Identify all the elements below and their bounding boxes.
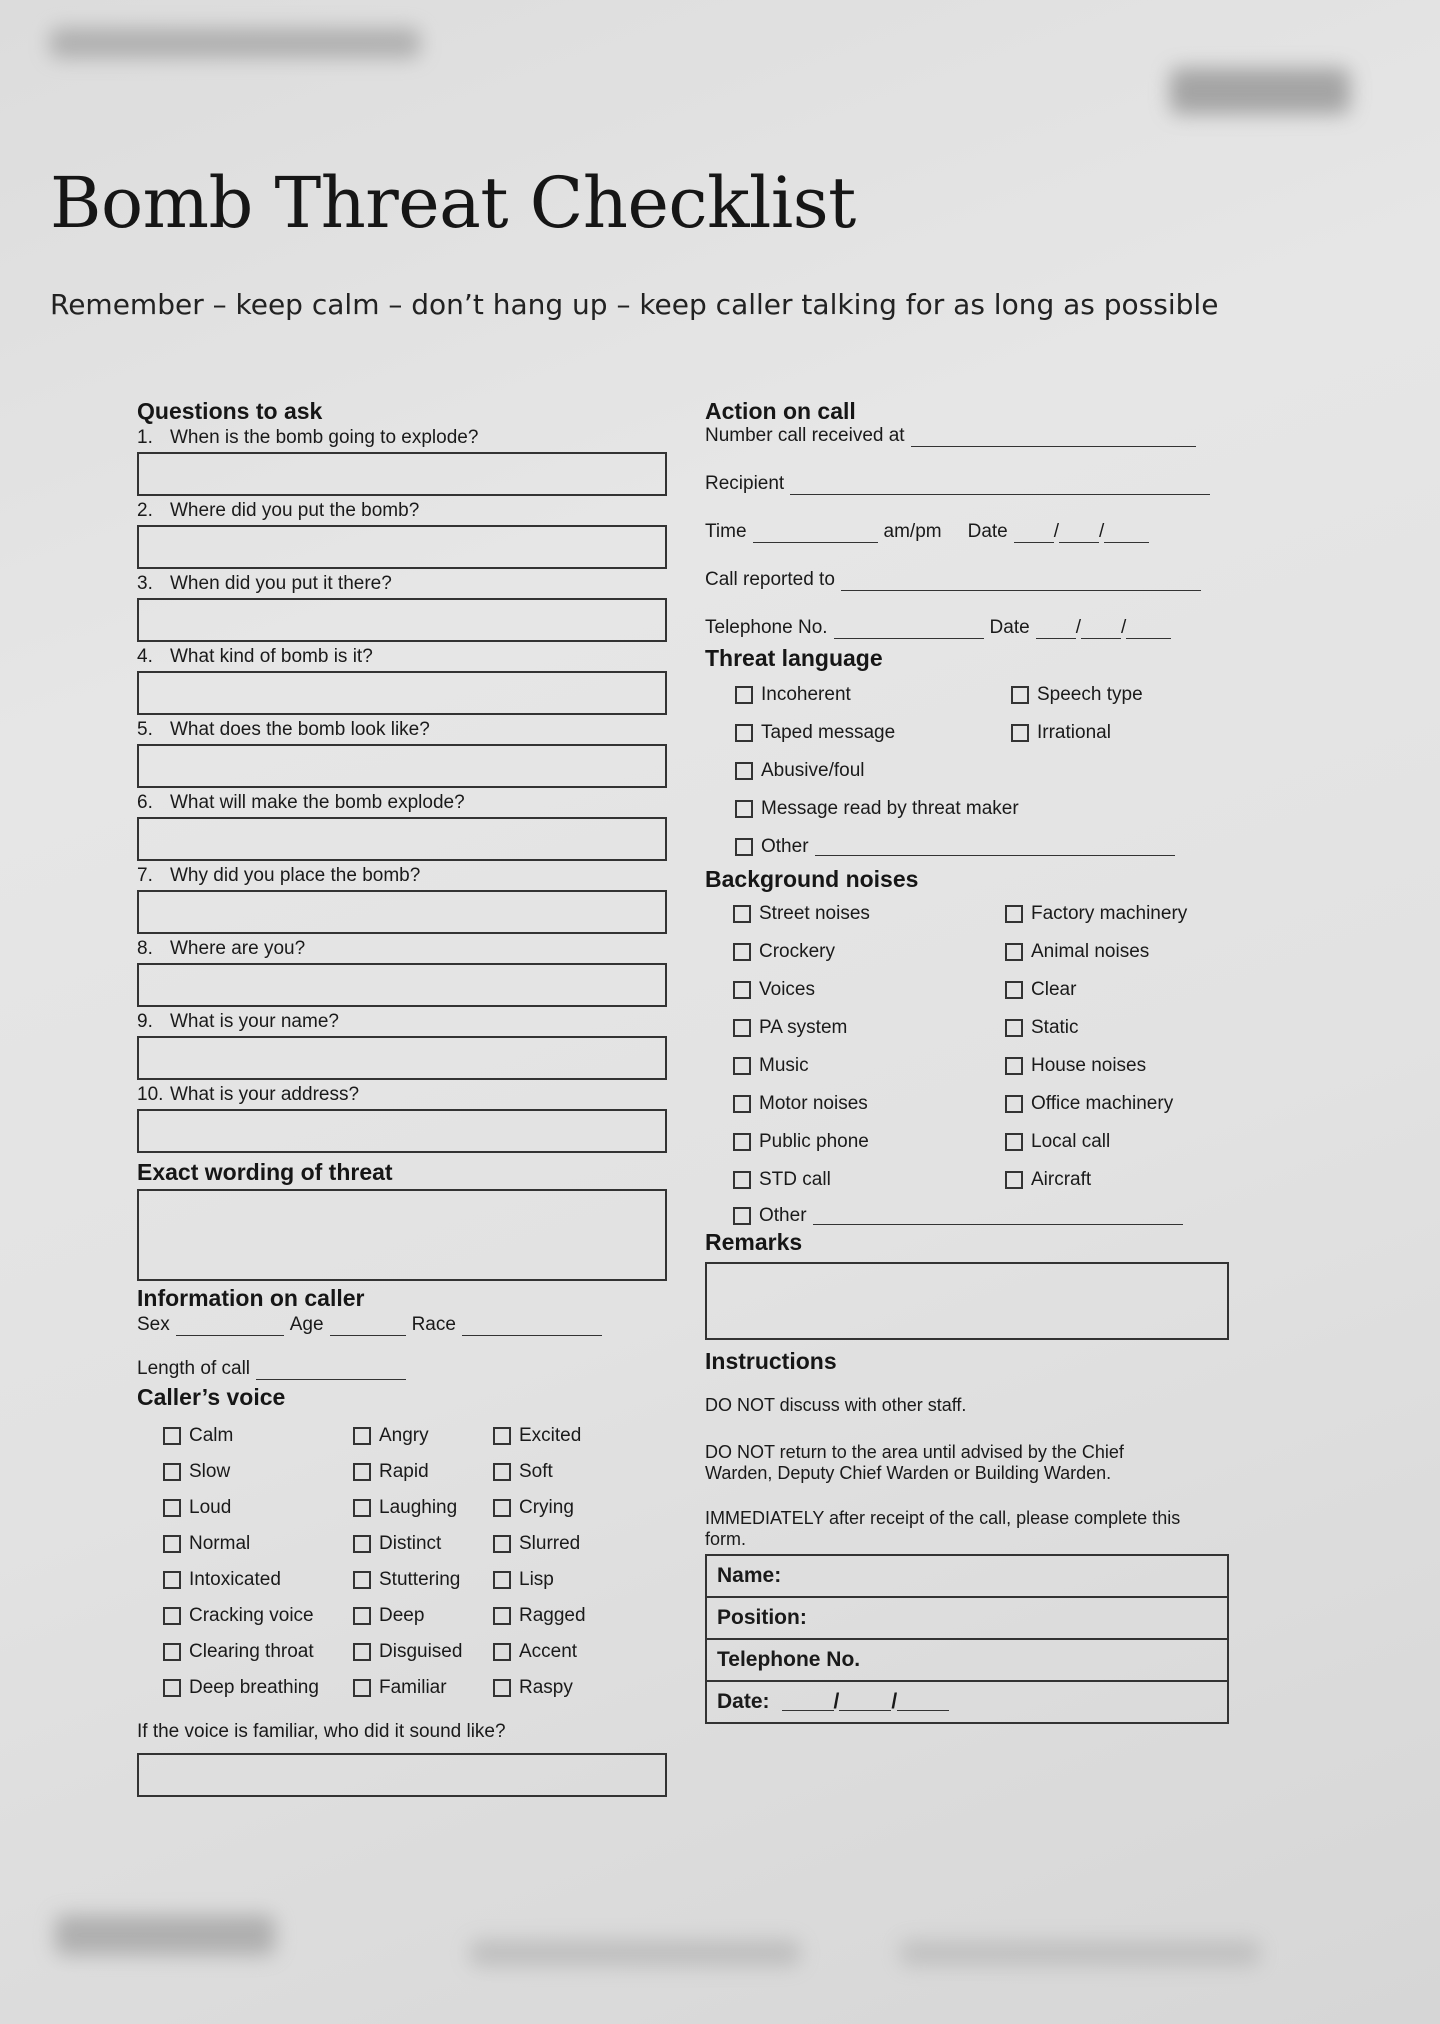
checkbox[interactable] [1005,1095,1023,1113]
familiar-question: If the voice is familiar, who did it sound like? [137,1721,506,1742]
checkbox[interactable] [1005,1133,1023,1151]
checkbox[interactable] [1005,943,1023,961]
checkbox-label: Excited [519,1425,582,1446]
voice-option[interactable] [353,1641,493,1663]
date-month-field[interactable] [1059,526,1099,543]
checkbox[interactable] [493,1427,511,1445]
checkbox-label: Cracking voice [189,1605,314,1626]
checkbox[interactable] [1011,724,1029,742]
blurred-footer-mid [470,1940,800,1966]
checkbox-label: Local call [1031,1131,1111,1152]
checkbox-label: Ragged [519,1605,586,1626]
checkbox-label: Normal [189,1533,251,1554]
answer-box[interactable] [137,744,667,788]
question-item [137,792,667,814]
form-position-row[interactable] [707,1598,1227,1640]
voice-option[interactable] [163,1677,353,1699]
question-text: When did you put it there? [170,573,392,594]
threat-language-singles [735,760,1240,820]
question-number: 7. [137,865,153,886]
remarks-box[interactable] [705,1262,1229,1340]
checkbox-label: Raspy [519,1677,573,1698]
questions-header: Questions to ask [137,398,323,424]
form-name-label: Name: [717,1564,782,1587]
threat-language-option[interactable] [735,722,1011,744]
checkbox-label: Incoherent [761,684,851,705]
threat-language-grid [735,684,1240,744]
checkbox-label: Crockery [759,941,836,962]
checkbox[interactable] [733,1057,751,1075]
question-text: Where did you put the bomb? [170,500,420,521]
checkbox[interactable] [353,1463,371,1481]
form-telephone-row[interactable] [707,1640,1227,1682]
instruction-line-2: DO NOT return to the area until advised by the Chief Warden, Deputy Chief Warden or Building Warden. [705,1442,1124,1483]
checkbox[interactable] [735,686,753,704]
checkbox[interactable] [735,800,753,818]
voice-option[interactable] [493,1569,643,1591]
checkbox[interactable] [733,1019,751,1037]
threat-language-option[interactable] [1011,722,1241,744]
checkbox[interactable] [733,1171,751,1189]
caller-info-header: Information on caller [137,1285,365,1311]
age-field[interactable] [330,1319,406,1336]
question-text: What is your name? [170,1011,339,1032]
question-number: 6. [137,792,153,813]
number-received-label: Number call received at [705,425,905,446]
threat-language-option[interactable] [735,798,1240,820]
checkbox-label: Rapid [379,1461,429,1482]
voice-option[interactable] [493,1677,643,1699]
background-noise-option[interactable] [1005,1017,1235,1039]
threat-other-label: Other [761,836,809,857]
question-number: 3. [137,573,153,594]
length-label: Length of call [137,1358,251,1379]
blurred-header-text [50,28,420,58]
threat-language-option[interactable] [735,684,1011,706]
checkbox[interactable] [163,1535,181,1553]
exact-wording-box[interactable] [137,1189,667,1281]
checkbox[interactable] [163,1679,181,1697]
time-field[interactable] [753,526,878,543]
question-item [137,646,667,668]
checkbox-label: Intoxicated [189,1569,281,1590]
background-noise-option[interactable] [733,1131,1005,1153]
threat-language-option[interactable] [735,760,1240,782]
form-date-year-field[interactable] [897,1694,949,1711]
checkbox-label: Crying [519,1497,574,1518]
question-item [137,719,667,741]
checkbox-label: Animal noises [1031,941,1150,962]
checkbox-label: Aircraft [1031,1169,1092,1190]
recipient-field[interactable] [790,478,1210,495]
answer-box[interactable] [137,525,667,569]
checkbox-label: Distinct [379,1533,442,1554]
voice-option[interactable] [493,1425,643,1447]
checkbox-label: Deep [379,1605,425,1626]
sex-field[interactable] [176,1319,284,1336]
voice-option[interactable] [163,1533,353,1555]
time-label: Time [705,521,747,542]
voice-option[interactable] [353,1461,493,1483]
checkbox-label: Loud [189,1497,232,1518]
form-date-day-field[interactable] [782,1694,834,1711]
checkbox-label: Motor noises [759,1093,868,1114]
recipient-label: Recipient [705,473,785,494]
age-label: Age [289,1314,324,1335]
page-title: Bomb Threat Checklist [50,162,856,244]
checkbox[interactable] [493,1643,511,1661]
reported-to-label: Call reported to [705,569,835,590]
voice-option[interactable] [163,1641,353,1663]
question-text: What kind of bomb is it? [170,646,373,667]
background-noise-option[interactable] [733,1093,1005,1115]
telephone-label: Telephone No. [705,617,828,638]
checkbox[interactable] [733,981,751,999]
checkbox-label: Disguised [379,1641,463,1662]
voice-option[interactable] [163,1569,353,1591]
form-position-label: Position: [717,1606,807,1629]
background-noise-option[interactable] [1005,941,1235,963]
checkbox[interactable] [163,1427,181,1445]
voice-option[interactable] [163,1461,353,1483]
voice-option[interactable] [493,1497,643,1519]
question-item [137,1011,667,1033]
checkbox-label: Slow [189,1461,231,1482]
form-date-row[interactable]: Date: / / [707,1682,1227,1722]
checkbox[interactable] [733,1133,751,1151]
checkbox[interactable] [733,943,751,961]
length-field[interactable] [256,1363,406,1380]
checkbox-label: Laughing [379,1497,458,1518]
questions-list [137,427,667,1153]
threat-other-option[interactable] [735,836,1240,858]
answer-box[interactable] [137,890,667,934]
checkbox[interactable] [353,1607,371,1625]
checkbox-label: Abusive/foul [761,760,865,781]
date-day-field[interactable] [1014,526,1054,543]
background-noise-option[interactable] [1005,1055,1235,1077]
checkbox-label: Speech type [1037,684,1143,705]
date2-month-field[interactable] [1081,622,1121,639]
checkbox[interactable] [493,1571,511,1589]
checkbox-label: Clear [1031,979,1077,1000]
question-item [137,1084,667,1106]
checkbox[interactable] [163,1499,181,1517]
voice-option[interactable] [353,1605,493,1627]
blurred-footer-left [55,1915,275,1955]
question-number: 5. [137,719,153,740]
checkbox-label: PA system [759,1017,848,1038]
background-other-label: Other [759,1205,807,1226]
checkbox[interactable] [733,1207,751,1225]
threat-language-option[interactable] [1011,684,1241,706]
voice-option[interactable] [163,1605,353,1627]
checkbox-label: Factory machinery [1031,903,1188,924]
familiar-answer-box[interactable] [137,1753,667,1797]
threat-other-field[interactable] [815,839,1175,856]
checkbox-label: Accent [519,1641,578,1662]
checkbox[interactable] [1011,686,1029,704]
background-noise-option[interactable] [733,1017,1005,1039]
left-column [137,398,667,1801]
answer-box[interactable] [137,1109,667,1153]
voice-option[interactable] [163,1425,353,1447]
date2-day-field[interactable] [1036,622,1076,639]
number-received-field[interactable] [911,430,1196,447]
voice-option[interactable] [163,1497,353,1519]
checkbox[interactable] [163,1571,181,1589]
checkbox[interactable] [1005,981,1023,999]
checkbox-label: Soft [519,1461,553,1482]
question-item [137,500,667,522]
background-noise-option[interactable] [1005,1131,1235,1153]
voice-option[interactable] [493,1461,643,1483]
checkbox-label: Lisp [519,1569,554,1590]
instruction-line-3: IMMEDIATELY after receipt of the call, please complete this form. [705,1508,1181,1549]
background-noise-option[interactable] [1005,979,1235,1001]
checkbox[interactable] [353,1427,371,1445]
question-item [137,427,667,449]
checkbox-label: House noises [1031,1055,1147,1076]
checkbox[interactable] [353,1499,371,1517]
threat-language-header: Threat language [705,645,883,671]
question-item [137,938,667,960]
checkbox[interactable] [1005,1019,1023,1037]
question-number: 9. [137,1011,153,1032]
race-field[interactable] [462,1319,602,1336]
form-telephone-label: Telephone No. [717,1648,861,1671]
checkbox[interactable] [493,1499,511,1517]
checkbox[interactable] [735,762,753,780]
answer-box[interactable] [137,817,667,861]
checkbox[interactable] [733,905,751,923]
checkbox[interactable] [1005,1057,1023,1075]
question-text: Where are you? [170,938,306,959]
voice-option[interactable] [353,1533,493,1555]
form-date-month-field[interactable] [839,1694,891,1711]
checkbox[interactable] [1005,1171,1023,1189]
answer-box[interactable] [137,963,667,1007]
checkbox[interactable] [493,1463,511,1481]
date2-label: Date [989,617,1030,638]
checkbox[interactable] [733,1095,751,1113]
race-label: Race [411,1314,456,1335]
checkbox[interactable] [353,1535,371,1553]
background-grid [733,903,1240,1191]
background-noise-option[interactable] [733,979,1005,1001]
checkbox-label: Taped message [761,722,896,743]
voice-option[interactable] [353,1569,493,1591]
question-number: 10. [137,1084,164,1105]
form-date-label: Date: [717,1690,770,1713]
completion-form [705,1554,1229,1724]
instruction-line-1: DO NOT discuss with other staff. [705,1395,967,1415]
background-noise-option[interactable] [733,941,1005,963]
checkbox-label: Familiar [379,1677,447,1698]
background-header: Background noises [705,866,919,892]
checkbox-label: Music [759,1055,809,1076]
background-noise-option[interactable] [733,1169,1005,1191]
form-name-row[interactable] [707,1556,1227,1598]
answer-box[interactable] [137,598,667,642]
checkbox[interactable] [353,1571,371,1589]
date-year-field[interactable] [1104,526,1149,543]
checkbox[interactable] [735,724,753,742]
checkbox[interactable] [353,1679,371,1697]
checkbox[interactable] [163,1643,181,1661]
checkbox-label: Office machinery [1031,1093,1174,1114]
checkbox-label: Slurred [519,1533,581,1554]
checkbox-label: Angry [379,1425,429,1446]
page-subtitle: Remember – keep calm – don’t hang up – keep caller talking for as long as possible [50,288,1219,321]
callers-voice-header: Caller’s voice [137,1384,286,1410]
background-noise-option[interactable] [1005,903,1235,925]
answer-box[interactable] [137,452,667,496]
callers-voice-grid [163,1425,667,1699]
checkbox-label: STD call [759,1169,831,1190]
question-text: What will make the bomb explode? [170,792,465,813]
checkbox-label: Static [1031,1017,1079,1038]
checkbox[interactable] [353,1643,371,1661]
blurred-footer-right [900,1940,1260,1966]
checkbox[interactable] [493,1607,511,1625]
checkbox[interactable] [735,838,753,856]
background-noise-option[interactable] [733,1055,1005,1077]
checkbox[interactable] [1005,905,1023,923]
sex-label: Sex [137,1314,170,1335]
voice-option[interactable] [353,1677,493,1699]
checkbox-label: Clearing throat [189,1641,314,1662]
checkbox-label: Public phone [759,1131,869,1152]
voice-option[interactable] [493,1641,643,1663]
voice-option[interactable] [493,1533,643,1555]
question-text: When is the bomb going to explode? [170,427,479,448]
reported-to-field[interactable] [841,574,1201,591]
question-number: 1. [137,427,153,448]
action-header: Action on call [705,398,856,424]
instructions-header: Instructions [705,1348,837,1374]
question-number: 4. [137,646,153,667]
telephone-field[interactable] [834,622,984,639]
answer-box[interactable] [137,671,667,715]
question-text: Why did you place the bomb? [170,865,421,886]
voice-option[interactable] [353,1497,493,1519]
background-other-option[interactable] [733,1205,1240,1227]
question-text: What is your address? [170,1084,360,1105]
exact-wording-header: Exact wording of threat [137,1159,393,1185]
background-noise-option[interactable] [1005,1169,1235,1191]
answer-box[interactable] [137,1036,667,1080]
date2-year-field[interactable] [1126,622,1171,639]
question-item [137,573,667,595]
background-noise-option[interactable] [1005,1093,1235,1115]
right-column: Action on call Number call received at Recipient Time am/pm Date / / Call reported to Telephone No. Date / / Threat language Incoherent Speech type Taped message Irrational Abusive/foul Message read by threat maker Other Background noises Street noises Factory machinery Crockery Animal noises Voices Clear PA system Static Music House noises Motor noises Office machinery Public phone Local call STD call Aircraft Other Remarks Instructions DO NOT discuss with other staff. DO NOT return to the area until advised by the Chief Warden, Deputy Chief Warden or Building Warden. IMMEDIATELY after receipt of the call, please complete this form. Name: Position: Telephone No. Date: / / [705,398,1240,1724]
checkbox[interactable] [493,1535,511,1553]
question-item [137,865,667,887]
ampm-label: am/pm [883,521,942,542]
voice-option[interactable] [493,1605,643,1627]
question-text: What does the bomb look like? [170,719,430,740]
checkbox-label: Message read by threat maker [761,798,1019,819]
checkbox-label: Deep breathing [189,1677,319,1698]
background-noise-option[interactable] [733,903,1005,925]
checkbox[interactable] [163,1607,181,1625]
checkbox-label: Voices [759,979,815,1000]
blurred-logo [1170,68,1350,114]
date-label: Date [967,521,1008,542]
checkbox-label: Street noises [759,903,870,924]
question-number: 2. [137,500,153,521]
checkbox[interactable] [493,1679,511,1697]
question-number: 8. [137,938,153,959]
checkbox-label: Stuttering [379,1569,461,1590]
background-other-field[interactable] [813,1208,1183,1225]
remarks-header: Remarks [705,1229,803,1255]
voice-option[interactable] [353,1425,493,1447]
checkbox-label: Irrational [1037,722,1111,743]
checkbox[interactable] [163,1463,181,1481]
checkbox-label: Calm [189,1425,234,1446]
